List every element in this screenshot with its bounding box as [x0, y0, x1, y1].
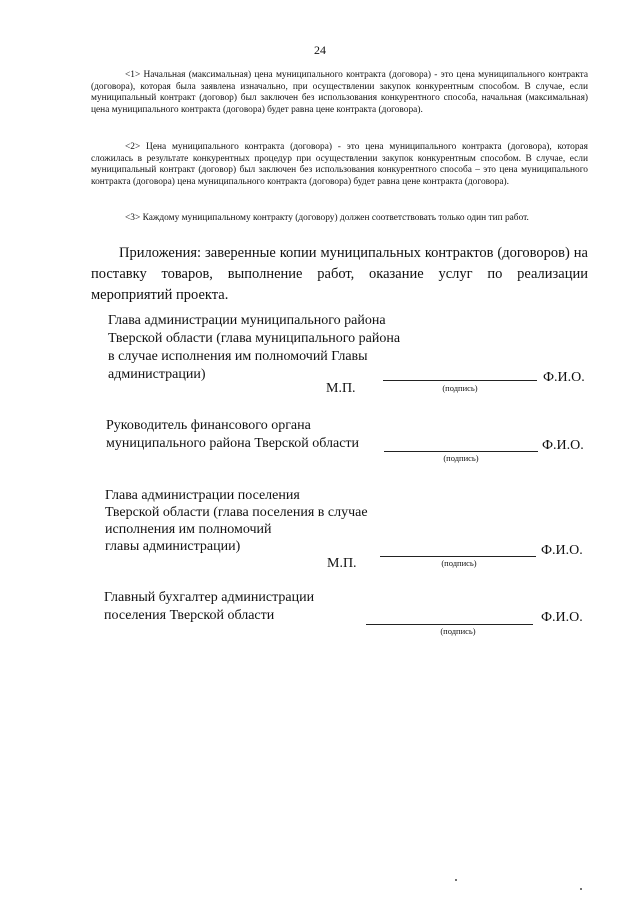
signature-title-line: администрации) [108, 367, 206, 382]
signature-caption: (подпись) [442, 383, 478, 393]
page-number: 24 [314, 43, 326, 57]
signature-line [380, 556, 536, 557]
attachment-note: Приложения: заверенные копии муниципальных контрактов (договоров) на поставку товаров, выполнение работ, оказание услуг по реализации мероприятий проекта. [91, 245, 588, 303]
seal-placeholder: М.П. [326, 381, 356, 396]
scan-speck [580, 888, 582, 890]
seal-placeholder: М.П. [327, 556, 357, 571]
fio-label: Ф.И.О. [541, 610, 583, 625]
signature-title-line: муниципального района Тверской области [106, 436, 360, 451]
signature-title-line: исполнения им полномочий [105, 522, 272, 537]
fio-label: Ф.И.О. [543, 370, 585, 385]
signature-title-line: Глава администрации поселения [105, 488, 300, 503]
signature-line [366, 624, 533, 625]
signature-line [383, 380, 537, 381]
signature-title-line: Тверской области (глава муниципального района [108, 331, 401, 346]
signature-title-line: поселения Тверской области [104, 608, 275, 623]
signature-title-line: Глава администрации муниципального района [108, 313, 386, 328]
footnote-3: <3> Каждому муниципальному контракту (договору) должен соответствовать только один тип работ. [125, 213, 529, 223]
signature-title-line: Главный бухгалтер администрации [104, 590, 315, 605]
footnote-2: <2> Цена муниципального контракта (договора) - это цена муниципального контракта (договора), которая сложилась в результате конкурентных процедур при осуществлении закупок конкурентным способом. В случае, если муниципальный контракт (договор) был заключен без использования конкурентного способа – это цена муниципального контракта (договора) цена муниципального контракта (договора) будет равна цене контракта (договора). [91, 142, 588, 187]
footnote-1: <1> Начальная (максимальная) цена муниципального контракта (договора) - это цена муниципального контракта (договора), которая была заявлена изначально, при осуществлении закупок конкурентным способом. В случае, если муниципальный контракт (договор) был заключен без использования конкурентного способа, начальная (максимальная) цена муниципального контракта (договора) будет равна цене контракта (договора). [91, 70, 588, 115]
signature-caption: (подпись) [443, 453, 479, 463]
signature-line [384, 451, 538, 452]
fio-label: Ф.И.О. [542, 438, 584, 453]
signature-title-line: Тверской области (глава поселения в случае [105, 505, 368, 520]
signature-title-line: главы администрации) [105, 539, 241, 554]
signature-caption: (подпись) [440, 626, 476, 636]
signature-caption: (подпись) [441, 558, 477, 568]
scan-speck [455, 879, 457, 881]
signature-title-line: в случае исполнения им полномочий Главы [108, 349, 368, 364]
fio-label: Ф.И.О. [541, 543, 583, 558]
signature-title-line: Руководитель финансового органа [106, 418, 311, 433]
